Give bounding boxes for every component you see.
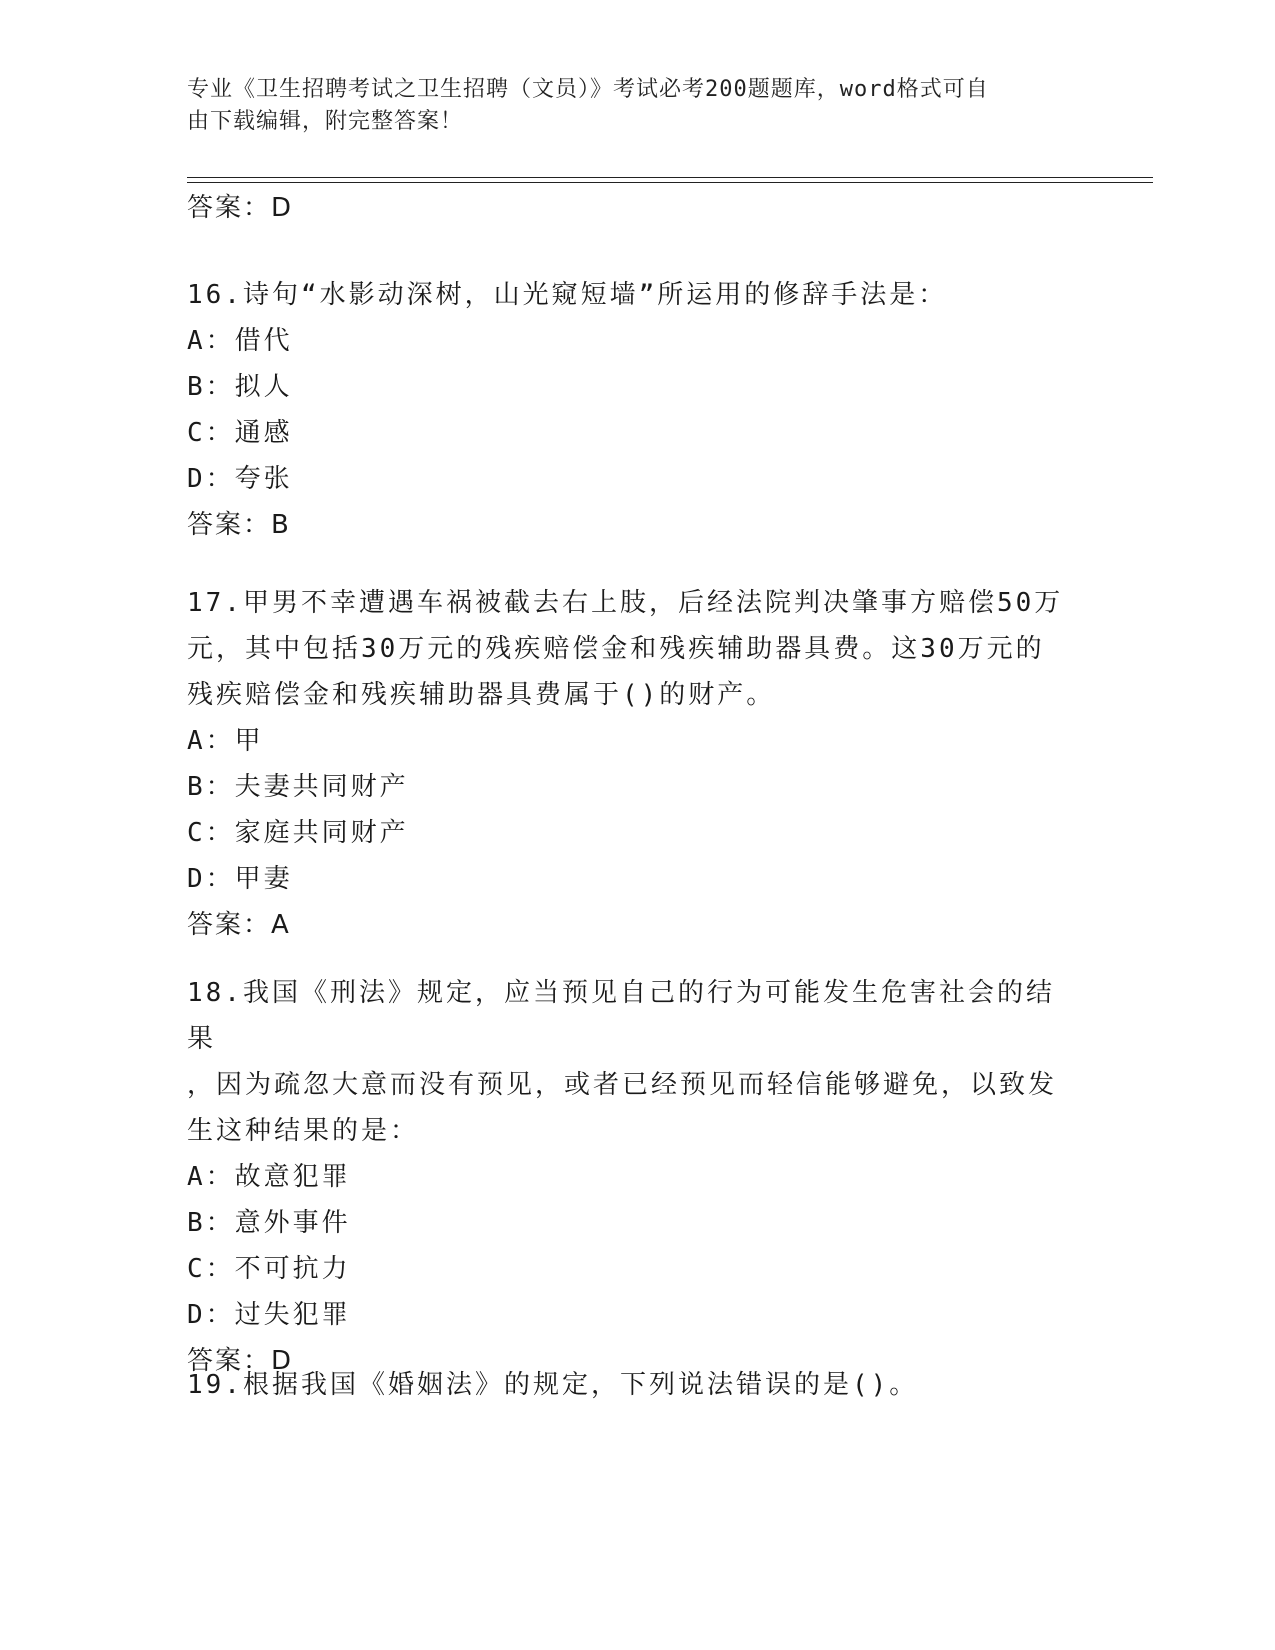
answer-label: 答案：D bbox=[187, 1346, 294, 1376]
option-a: A：甲 bbox=[187, 726, 264, 756]
question-stem: 19.根据我国《婚姻法》的规定，下列说法错误的是()。 bbox=[187, 1370, 919, 1400]
previous-answer-block bbox=[187, 185, 1067, 231]
option-b: B：夫妻共同财产 bbox=[187, 772, 409, 802]
document-header bbox=[187, 74, 1067, 138]
question-stem: 16.诗句“水影动深树，山光窥短墙”所运用的修辞手法是： bbox=[187, 280, 948, 310]
question-16 bbox=[187, 272, 1067, 548]
question-17 bbox=[187, 580, 1067, 948]
option-c: C：不可抗力 bbox=[187, 1254, 351, 1284]
option-c: C：通感 bbox=[187, 418, 293, 448]
question-stem-line-2: ，因为疏忽大意而没有预见，或者已经预见而轻信能够避免，以致发 bbox=[187, 1070, 1058, 1100]
question-18 bbox=[187, 970, 1067, 1384]
option-d: D：甲妻 bbox=[187, 864, 293, 894]
header-rule-bottom bbox=[187, 182, 1153, 183]
option-b: B：拟人 bbox=[187, 372, 293, 402]
option-a: A：借代 bbox=[187, 326, 293, 356]
option-d: D：过失犯罪 bbox=[187, 1300, 351, 1330]
option-a: A：故意犯罪 bbox=[187, 1162, 351, 1192]
question-stem-line-1: 18.我国《刑法》规定，应当预见自己的行为可能发生危害社会的结果 bbox=[187, 978, 1055, 1054]
question-stem-line-1: 17.甲男不幸遭遇车祸被截去右上肢，后经法院判决肇事方赔偿50万 bbox=[187, 588, 1064, 618]
header-rule-top bbox=[187, 177, 1153, 178]
header-line-2: 由下载编辑，附完整答案！ bbox=[187, 109, 464, 134]
question-19 bbox=[187, 1362, 1067, 1408]
option-c: C：家庭共同财产 bbox=[187, 818, 409, 848]
option-d: D：夸张 bbox=[187, 464, 293, 494]
option-b: B：意外事件 bbox=[187, 1208, 351, 1238]
question-stem-line-3: 残疾赔偿金和残疾辅助器具费属于()的财产。 bbox=[187, 680, 776, 710]
answer-label: 答案：A bbox=[187, 910, 291, 940]
answer-label: 答案：D bbox=[187, 193, 294, 223]
header-line-1: 专业《卫生招聘考试之卫生招聘（文员）》考试必考200题题库，word格式可自 bbox=[187, 77, 989, 102]
answer-label: 答案：B bbox=[187, 510, 291, 540]
question-stem-line-3: 生这种结果的是： bbox=[187, 1116, 420, 1146]
question-stem-line-2: 元，其中包括30万元的残疾赔偿金和残疾辅助器具费。这30万元的 bbox=[187, 634, 1045, 664]
